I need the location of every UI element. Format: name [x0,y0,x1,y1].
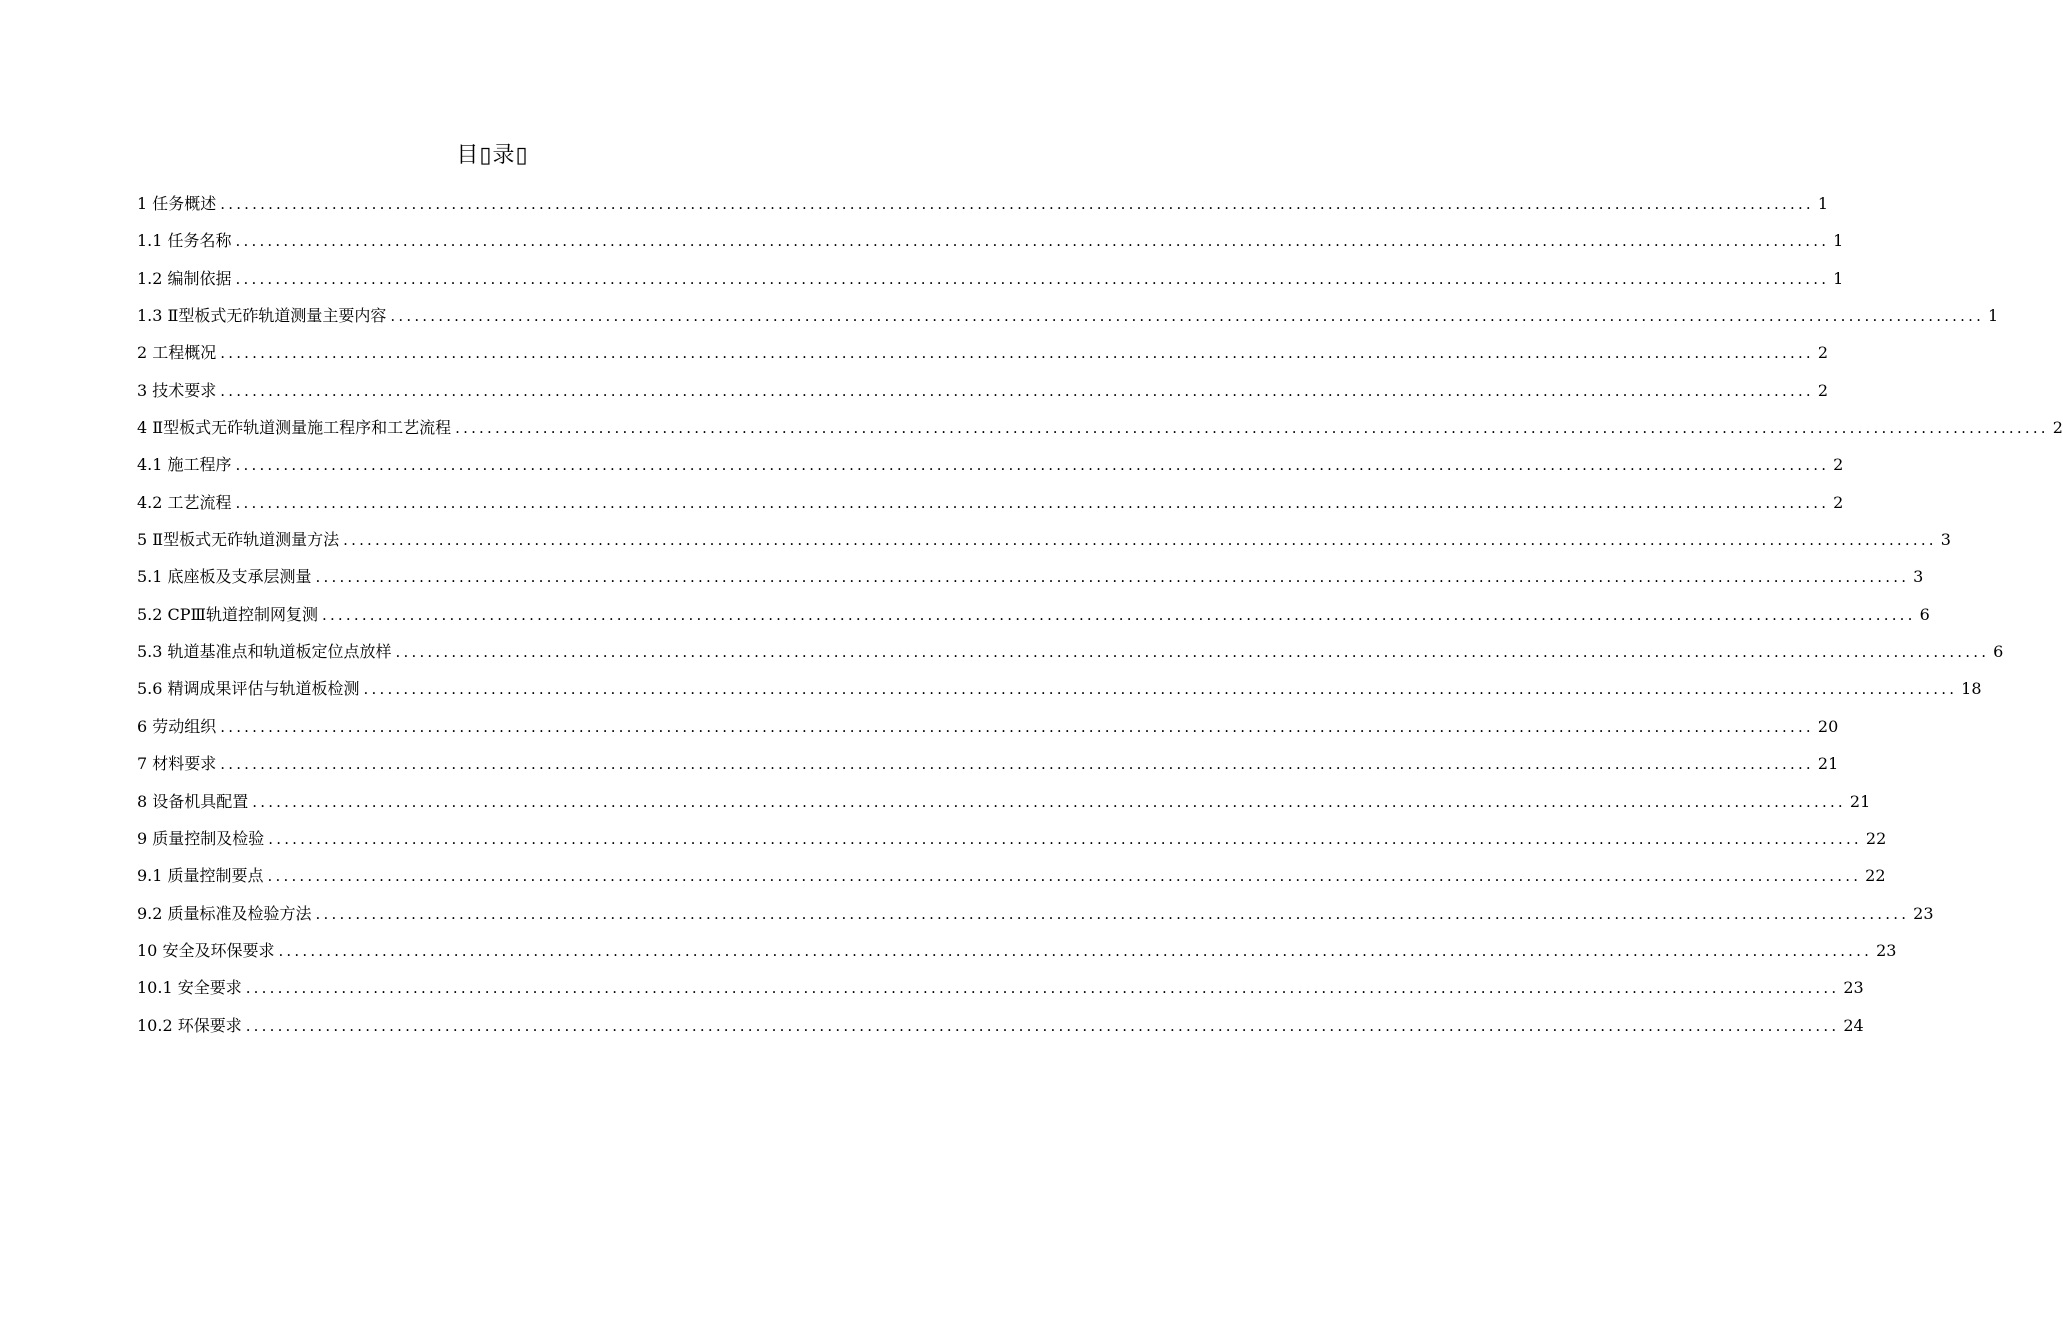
toc-entry-page-number: 23 [1876,940,1897,960]
toc-dot-leader: ........................................................................................................................................................................................................ [343,531,1937,550]
toc-entry[interactable] [137,932,1897,969]
toc-entry-page-number: 23 [1843,978,1864,998]
toc-entry-label: 1 任务概述 [137,194,217,213]
toc-entry[interactable] [137,185,1829,222]
toc-entry[interactable] [137,260,1844,297]
toc-entry-page-number: 1 [1988,306,1999,326]
toc-entry[interactable] [137,297,1999,334]
toc-entry-label: 1.1 任务名称 [137,231,232,251]
toc-dot-leader: ........................................................................................................................................................................................................ [220,717,1814,736]
toc-entry-label: 8 设备机具配置 [137,791,249,811]
toc-dot-leader: ........................................................................................................................................................................................................ [455,419,2049,438]
toc-entry-page-number: 22 [1865,866,1886,886]
toc-entry-page-number: 6 [1919,604,1930,624]
toc-entry-label: 3 技术要求 [137,380,217,400]
toc-dot-leader: ........................................................................................................................................................................................................ [390,307,1985,326]
toc-entry[interactable] [137,1007,1864,1044]
toc-entry-label: 5.1 底座板及支承层测量 [137,567,312,587]
toc-entry[interactable] [137,372,1829,409]
toc-dot-leader: ........................................................................................................................................................................................................ [245,979,1840,998]
toc-entry[interactable] [137,446,1844,483]
toc-entry-label: 9 质量控制及检验 [137,828,265,848]
toc-entry[interactable] [137,708,1839,745]
toc-dot-leader: ........................................................................................................................................................................................................ [395,643,1990,662]
toc-dot-leader: ........................................................................................................................................................................................................ [278,941,1873,960]
toc-entry-label: 1.2 编制依据 [137,268,232,288]
toc-entry-page-number: 1 [1833,268,1844,288]
toc-entry-label: 1.3 Ⅱ型板式无砟轨道测量主要内容 [137,306,387,326]
toc-entry-page-number: 24 [1843,1015,1864,1035]
toc-entry-page-number: 2 [1833,492,1844,512]
toc-entry-page-number: 18 [1961,679,1982,699]
toc-entry-page-number: 22 [1865,828,1887,848]
toc-entry-page-number: 2 [2052,418,2063,438]
toc-entry[interactable] [137,745,1839,782]
toc-entry[interactable] [137,521,1951,558]
toc-entry-label: 2 工程概况 [137,343,217,363]
toc-entry-page-number: 1 [1833,231,1844,251]
toc-dot-leader: ........................................................................................................................................................................................................ [235,269,1830,288]
toc-dot-leader: ........................................................................................................................................................................................................ [267,867,1862,886]
toc-entry-label: 4.1 施工程序 [137,455,232,475]
toc-entry[interactable] [137,857,1886,894]
toc-dot-leader: ........................................................................................................................................................................................................ [252,792,1846,811]
toc-entry-page-number: 21 [1817,754,1839,774]
toc-entry[interactable] [137,596,1930,633]
toc-dot-leader: ........................................................................................................................................................................................................ [268,829,1862,848]
toc-entry-page-number: 2 [1833,455,1844,475]
toc-entry-label: 6 劳动组织 [137,716,217,736]
toc-entry[interactable] [137,484,1844,521]
toc-dot-leader: ........................................................................................................................................................................................................ [220,344,1814,363]
toc-entry-label: 9.1 质量控制要点 [137,866,264,886]
toc-entry-page-number: 23 [1913,903,1934,923]
toc-dot-leader: ........................................................................................................................................................................................................ [235,456,1830,475]
toc-entry-label: 10.2 环保要求 [137,1015,242,1035]
toc-dot-leader: ........................................................................................................................................................................................................ [363,680,1958,699]
toc-entry[interactable] [137,334,1829,371]
toc-entry-page-number: 21 [1849,791,1871,811]
toc-entry-label: 5.6 精调成果评估与轨道板检测 [137,679,360,699]
toc-title: 目▯录▯ [456,143,529,168]
toc-entry-page-number: 1 [1817,194,1829,213]
toc-entry[interactable] [137,558,1924,595]
toc-dot-leader: ........................................................................................................................................................................................................ [235,232,1830,251]
toc-dot-leader: ........................................................................................................................................................................................................ [321,605,1916,624]
toc-entry-label: 7 材料要求 [137,754,217,774]
toc-entry-label: 5.2 CPⅢ轨道控制网复测 [137,604,318,624]
toc-dot-leader: ........................................................................................................................................................................................................ [315,568,1910,587]
toc-dot-leader: ........................................................................................................................................................................................................ [235,493,1830,512]
toc-dot-leader: ........................................................................................................................................................................................................ [220,195,1814,213]
toc-entry[interactable] [137,409,2063,446]
toc-entry[interactable] [137,820,1887,857]
toc-entry-label: 4 Ⅱ型板式无砟轨道测量施工程序和工艺流程 [137,418,452,438]
toc-entry-page-number: 6 [1993,642,2004,662]
toc-entry[interactable] [137,969,1864,1006]
toc-dot-leader: ........................................................................................................................................................................................................ [315,904,1910,923]
toc-entry-page-number: 20 [1817,716,1839,736]
toc-entry-page-number: 2 [1817,380,1829,400]
toc-entry-label: 9.2 质量标准及检验方法 [137,903,312,923]
toc-entry[interactable] [137,633,2004,670]
toc-dot-leader: ........................................................................................................................................................................................................ [220,381,1814,400]
toc-entry-label: 4.2 工艺流程 [137,492,232,512]
toc-entry-label: 10 安全及环保要求 [137,940,275,960]
toc-entry-page-number: 2 [1817,343,1829,363]
toc-entry[interactable] [137,670,1982,707]
toc-entry[interactable] [137,222,1844,259]
toc-entry[interactable] [137,895,1934,932]
toc-dot-leader: ........................................................................................................................................................................................................ [220,755,1814,774]
toc-list [137,185,2063,1044]
toc-entry[interactable] [137,783,1871,820]
toc-dot-leader: ........................................................................................................................................................................................................ [245,1016,1840,1035]
toc-entry-label: 5.3 轨道基准点和轨道板定位点放样 [137,642,392,662]
toc-entry-label: 5 Ⅱ型板式无砟轨道测量方法 [137,530,340,550]
toc-entry-label: 10.1 安全要求 [137,978,242,998]
toc-entry-page-number: 3 [1913,567,1924,587]
toc-entry-page-number: 3 [1940,530,1951,550]
